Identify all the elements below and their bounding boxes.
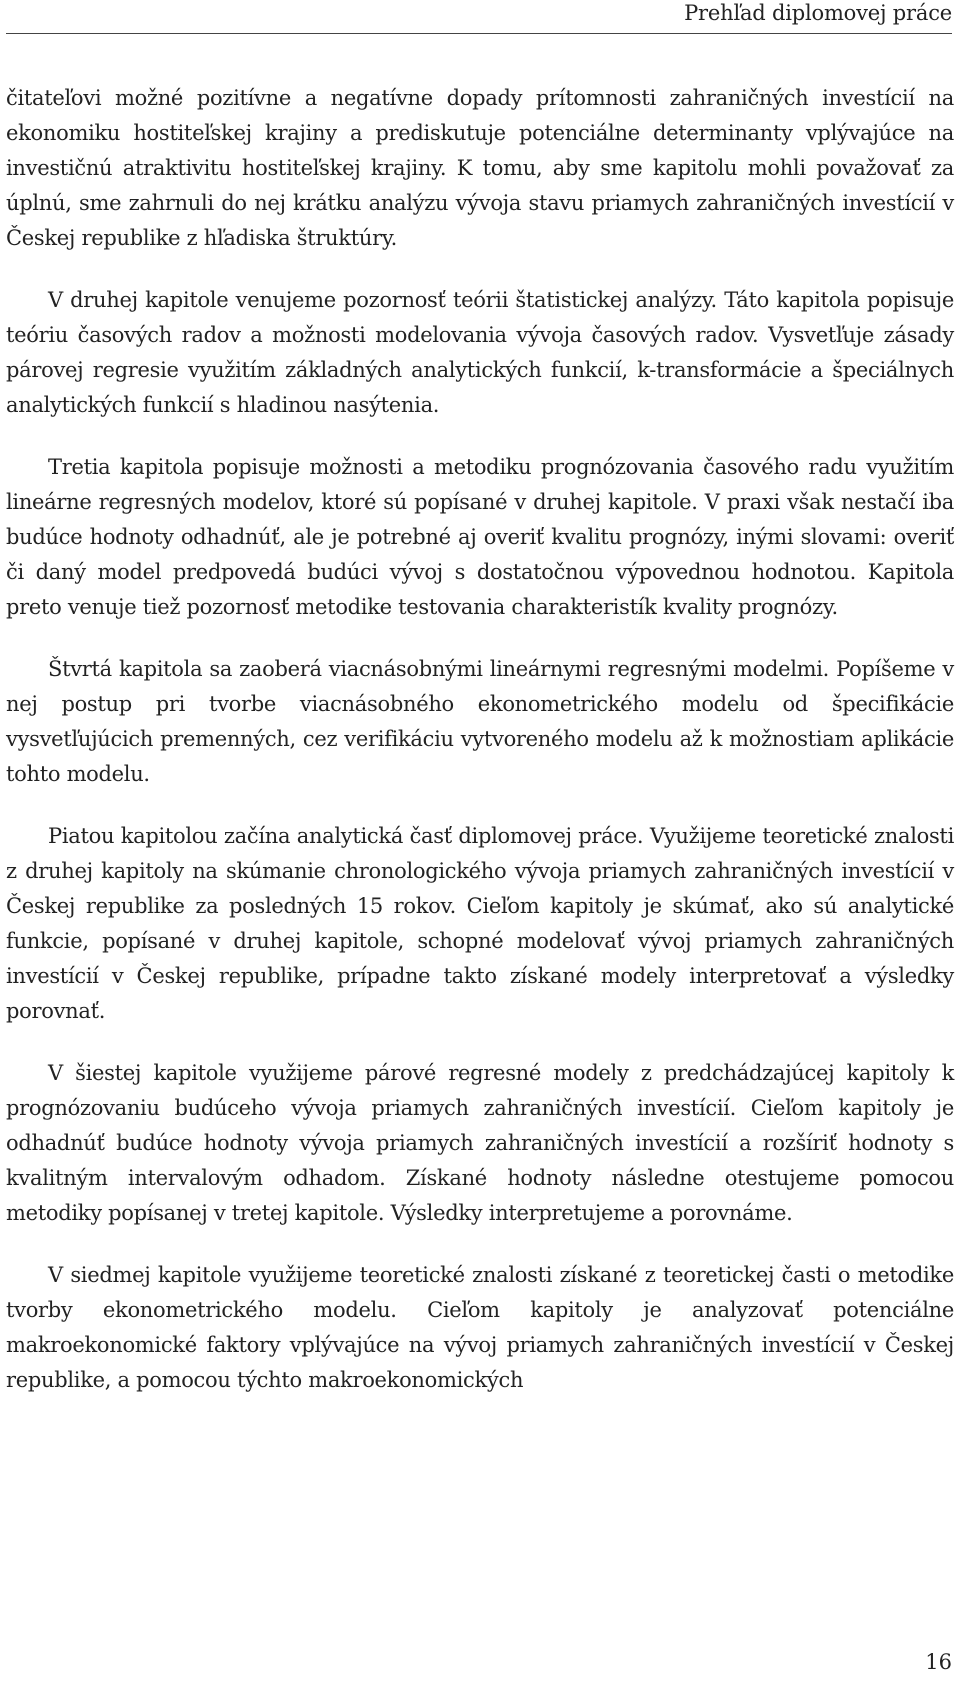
- page-number: 16: [925, 1650, 952, 1674]
- paragraph-chapter-6: V šiestej kapitole využijeme párové regresné modely z predchádzajúcej kapitoly k prognózovaniu budúceho vývoja priamych zahraničných investícií. Cieľom kapitoly je odhadnúť budúce hodnoty vývoja priamych zahraničných investícií a rozšíriť hodnoty s kvalitným intervalovým odhadom. Získané hodnoty následne otestujeme pomocou metodiky popísanej v tretej kapitole. Výsledky interpretujeme a porovnáme.: [6, 1061, 954, 1225]
- paragraph-chapter-7: V siedmej kapitole využijeme teoretické znalosti získané z teoretickej časti o metodike tvorby ekonometrického modelu. Cieľom kapitoly je analyzovať potenciálne makroekonomické faktory vplývajúce na vývoj priamych zahraničných investícií v Českej republike, a pomocou týchto makroekonomických: [6, 1263, 954, 1392]
- running-header: [6, 0, 952, 34]
- paragraph-continued: čitateľovi možné pozitívne a negatívne dopady prítomnosti zahraničných investícií na ekonomiku hostiteľskej krajiny a prediskutuje potenciálne determinanty vplývajúce na investičnú atraktivitu hostiteľskej krajiny. K tomu, aby sme kapitolu mohli považovať za úplnú, sme zahrnuli do nej krátku analýzu vývoja stavu priamych zahraničných investícií v Českej republike z hľadiska štruktúry.: [6, 86, 954, 250]
- running-title: Prehľad diplomovej práce: [684, 1, 952, 25]
- body-text: [6, 81, 954, 1425]
- paragraph-chapter-2: V druhej kapitole venujeme pozornosť teórii štatistickej analýzy. Táto kapitola popisuje teóriu časových radov a možnosti modelovania vývoja časových radov. Vysvetľuje zásady párovej regresie využitím základných analytických funkcií, k-transformácie a špeciálnych analytických funkcií s hladinou nasýtenia.: [6, 288, 954, 417]
- paragraph-chapter-4: Štvrtá kapitola sa zaoberá viacnásobnými lineárnymi regresnými modelmi. Popíšeme v nej postup pri tvorbe viacnásobného ekonometrického modelu od špecifikácie vysvetľujúcich premenných, cez verifikáciu vytvoreného modelu až k možnostiam aplikácie tohto modelu.: [6, 657, 954, 786]
- paragraph-chapter-5: Piatou kapitolou začína analytická časť diplomovej práce. Využijeme teoretické znalosti z druhej kapitoly na skúmanie chronologického vývoja priamych zahraničných investícií v Českej republike za posledných 15 rokov. Cieľom kapitoly je skúmať, ako sú analytické funkcie, popísané v druhej kapitole, schopné modelovať vývoj priamych zahraničných investícií v Českej republike, prípadne takto získané modely interpretovať a výsledky porovnať.: [6, 824, 954, 1023]
- paragraph-chapter-3: Tretia kapitola popisuje možnosti a metodiku prognózovania časového radu využitím lineárne regresných modelov, ktoré sú popísané v druhej kapitole. V praxi však nestačí iba budúce hodnoty odhadnúť, ale je potrebné aj overiť kvalitu prognózy, inými slovami: overiť či daný model predpovedá budúci vývoj s dostatočnou výpovednou hodnotou. Kapitola preto venuje tiež pozornosť metodike testovania charakteristík kvality prognózy.: [6, 455, 954, 619]
